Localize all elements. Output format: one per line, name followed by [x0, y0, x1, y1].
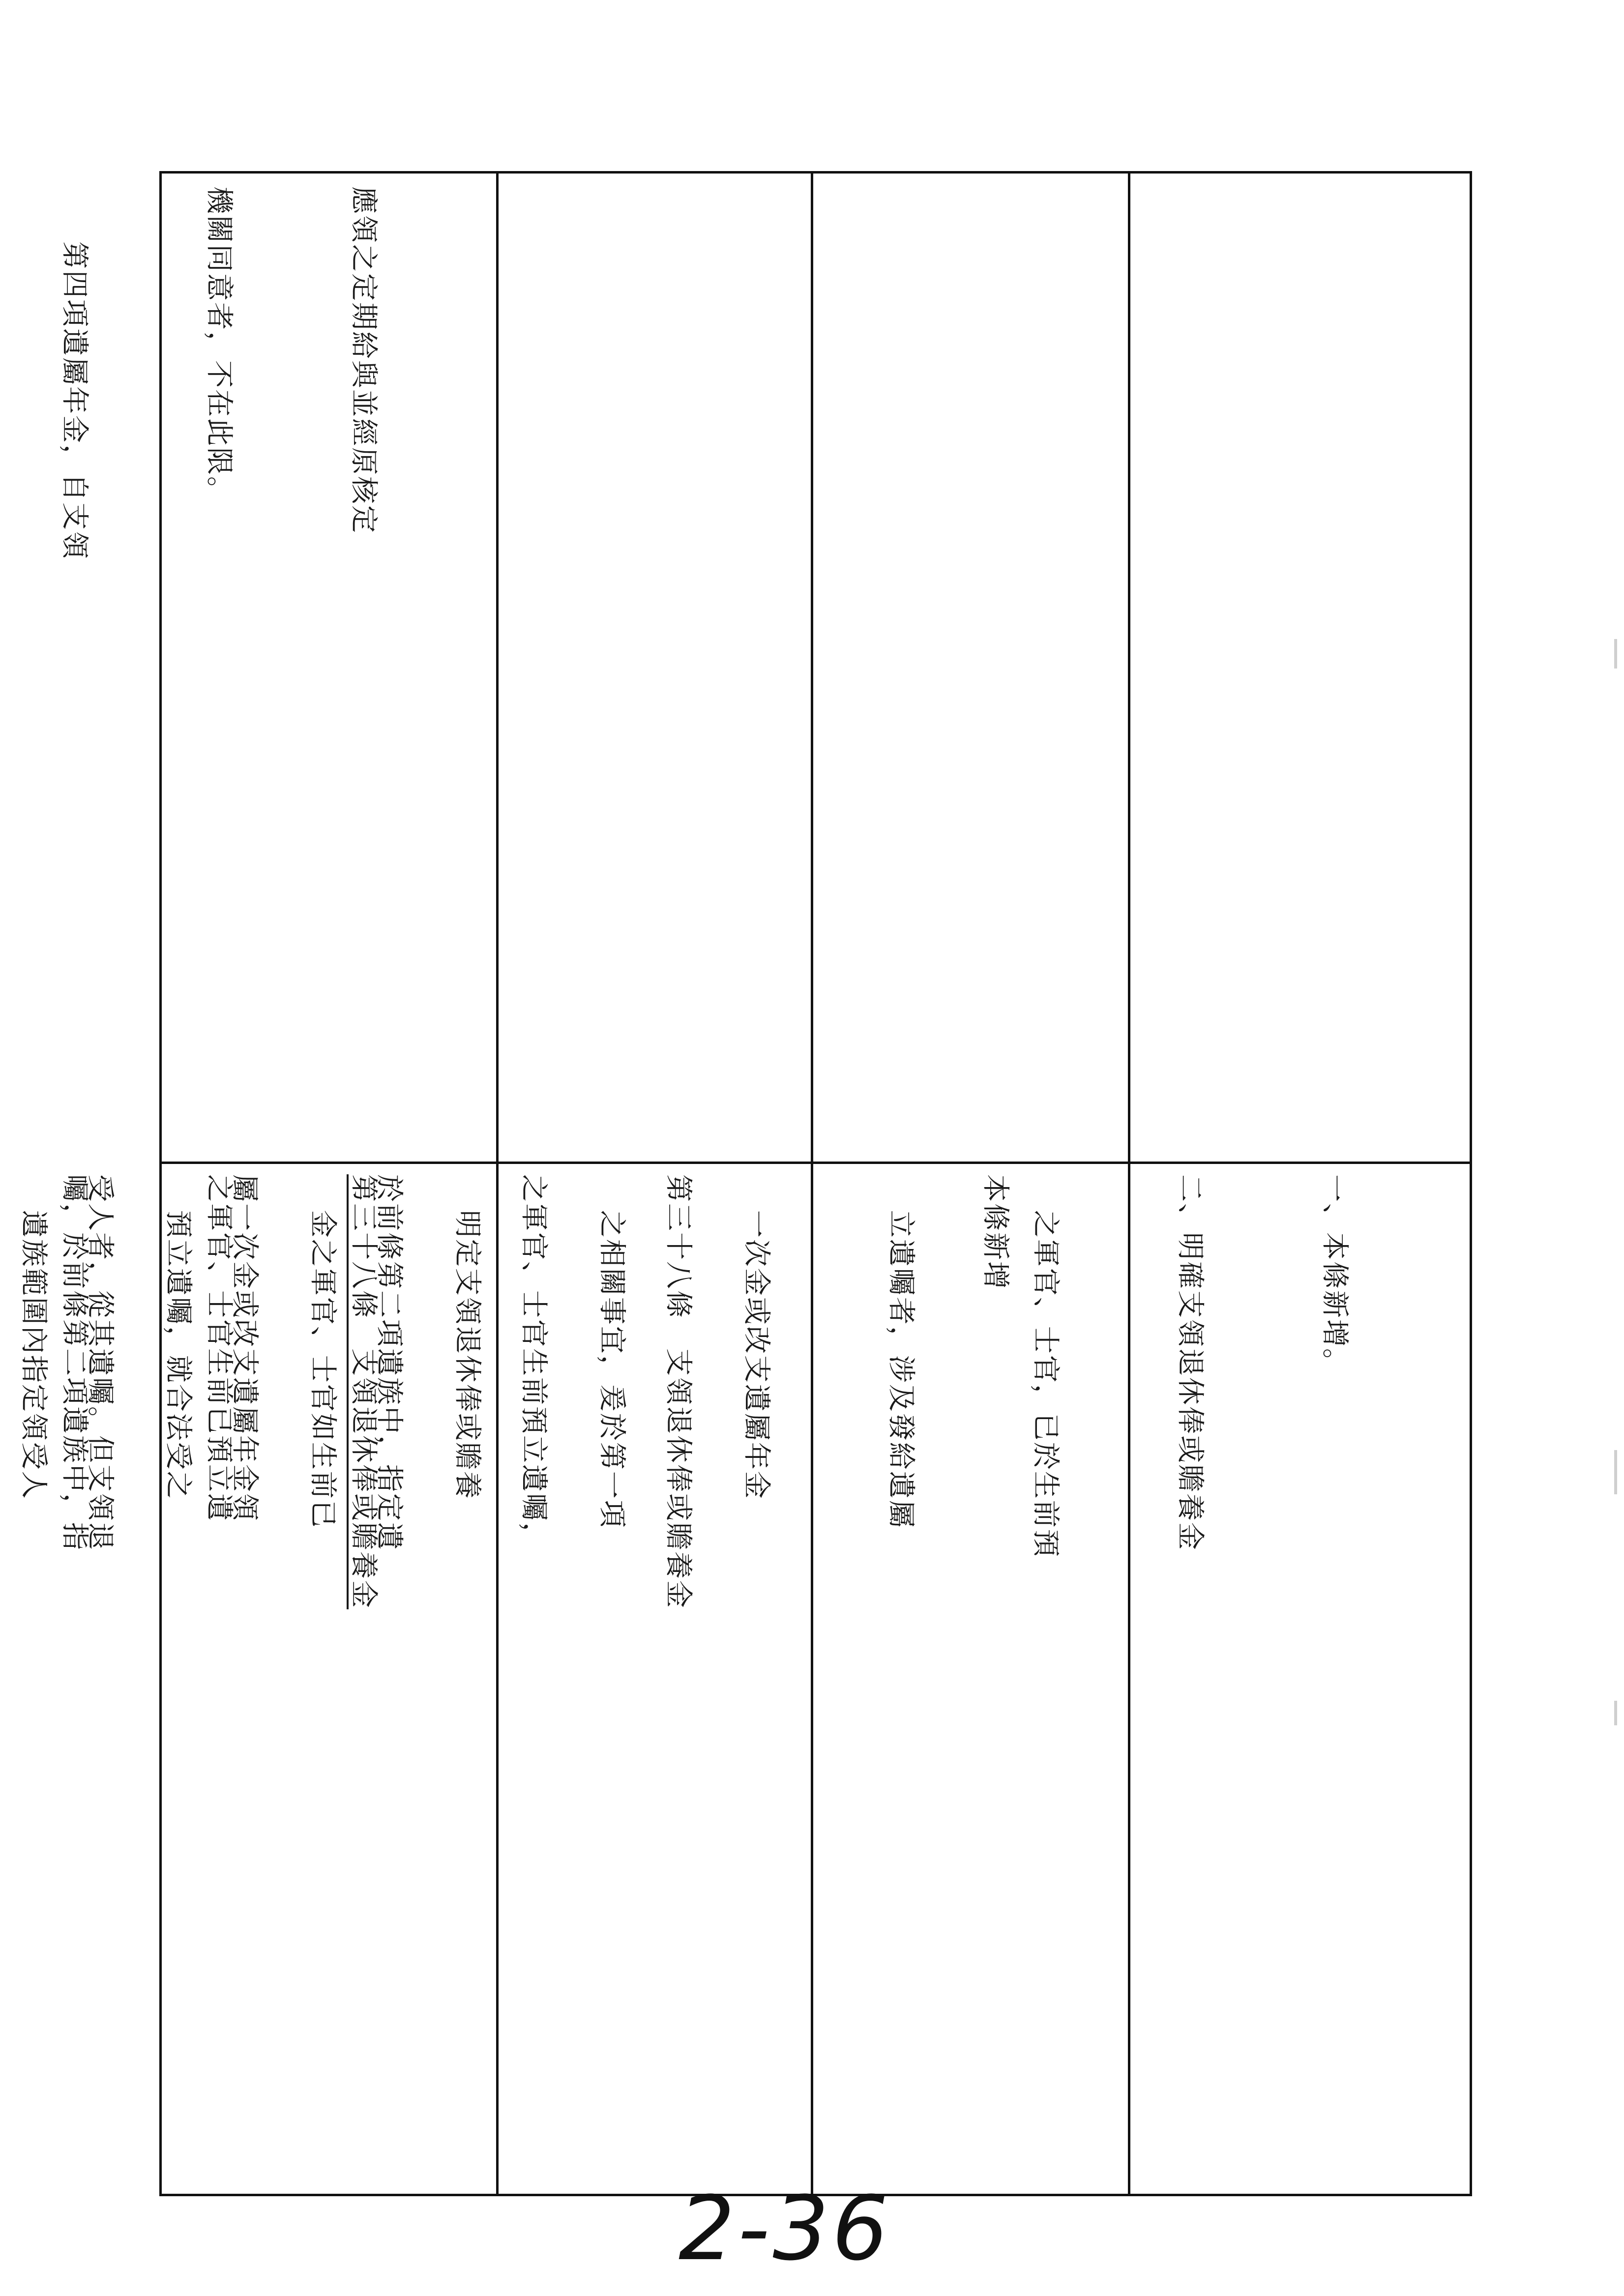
article-heading: 第三十八條 支領退休俸或贍養金 [348, 1174, 380, 1609]
scan-edge-mark [1614, 1450, 1617, 1494]
text-line: 囑，於前條第二項遺族中，指 [59, 1174, 90, 1551]
explanation-item: 二、明確支領退休俸或贍養金 [1174, 1174, 1206, 1551]
explanation-item: 一、本條新增。 [1319, 1174, 1351, 1377]
text-line: 預立遺囑，就合法受之 [162, 1210, 194, 1500]
text-line: 一次金或改支遺屬年金 [740, 1210, 772, 1500]
text-line: 第四項遺屬年金，自支領 [59, 241, 90, 560]
text-line: 明定支領退休俸或贍養 [451, 1210, 483, 1500]
upper-existing-cell [59, 174, 499, 1162]
text-line: 之軍官、士官生前預立遺囑， [518, 1174, 550, 1551]
text-line: 機關同意者，不在此限。 [203, 186, 235, 505]
scan-edge-mark [1614, 639, 1617, 668]
text-line: 立遺囑者，涉及發給遺屬 [885, 1210, 917, 1529]
text-line: 受人者，從其遺囑。但支領退 [84, 1174, 116, 1551]
text-line: 於前條第二項遺族中，指定遺 [373, 1174, 405, 1551]
comparison-table [18, 171, 1472, 2196]
text-line: 金之軍官、士官如生前已 [307, 1210, 339, 1529]
article-heading: 第三十八條 支領退休俸或贍養金 [662, 1174, 694, 1609]
handwritten-page-number: 2-36 [679, 2178, 891, 2280]
text-line: 遺族範圍內指定領受人 [18, 1210, 50, 1500]
text-line: 應領之定期給與並經原核定 [348, 186, 380, 534]
text-line: 之軍官、士官，已於生前預 [1030, 1210, 1062, 1558]
text-line: 之相關事宜，爰於第一項 [596, 1210, 628, 1529]
scan-edge-mark [1614, 1701, 1617, 1725]
text-line: 本條新增 [979, 1174, 1011, 1290]
text-line: 之軍官、士官生前已預立遺 [203, 1174, 235, 1522]
text-line: 屬一次金或改支遺屬年金領 [229, 1174, 261, 1522]
